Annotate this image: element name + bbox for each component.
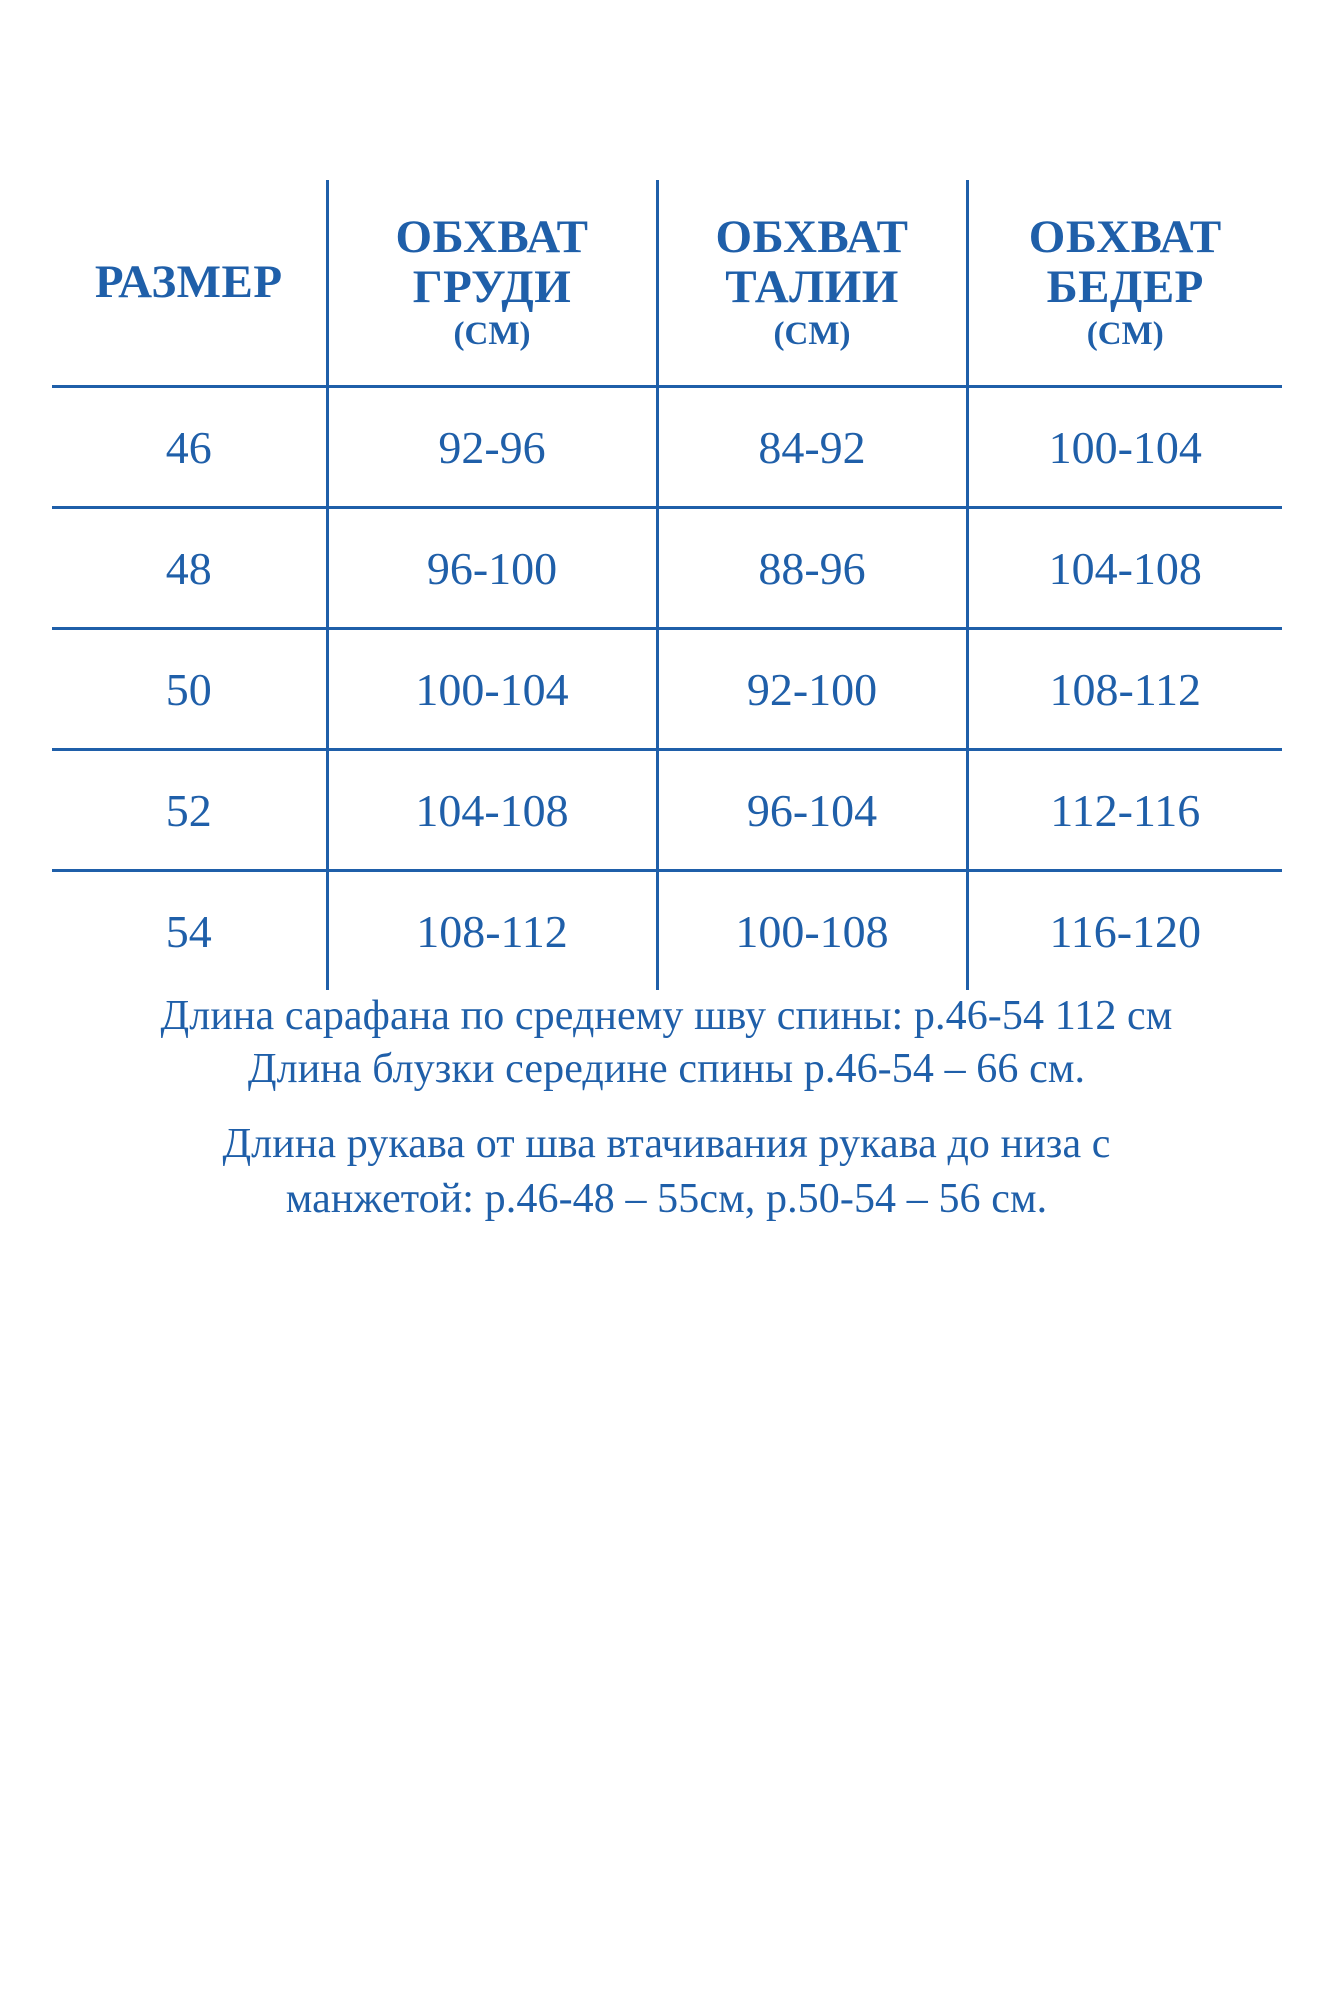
cell-chest: 100-104 bbox=[327, 629, 657, 750]
cell-hips: 104-108 bbox=[967, 508, 1282, 629]
column-header-waist bbox=[657, 180, 967, 387]
note-sleeve-length-line1: Длина рукава от шва втачивания рукава до низа с bbox=[222, 1120, 1111, 1167]
cell-size: 52 bbox=[52, 750, 327, 871]
cell-chest: 92-96 bbox=[327, 387, 657, 508]
measurement-notes bbox=[0, 990, 1333, 1226]
column-header-waist-unit: (СМ) bbox=[773, 315, 851, 352]
cell-waist: 88-96 bbox=[657, 508, 967, 629]
cell-waist: 84-92 bbox=[657, 387, 967, 508]
cell-hips: 108-112 bbox=[967, 629, 1282, 750]
column-header-waist-label: ОБХВАТ ТАЛИИ bbox=[715, 211, 909, 314]
table-row bbox=[52, 750, 1282, 871]
table-header bbox=[52, 180, 1282, 387]
cell-waist: 92-100 bbox=[657, 629, 967, 750]
column-header-chest bbox=[327, 180, 657, 387]
column-header-hips-label: ОБХВАТ БЕДЕР bbox=[1028, 211, 1222, 314]
size-chart-table bbox=[52, 180, 1282, 990]
table-row bbox=[52, 387, 1282, 508]
table-row bbox=[52, 508, 1282, 629]
note-dress-length: Длина сарафана по среднему шву спины: р.46-54 112 см bbox=[160, 993, 1173, 1039]
table-header-row bbox=[52, 180, 1282, 387]
table-row bbox=[52, 629, 1282, 750]
cell-hips: 112-116 bbox=[967, 750, 1282, 871]
column-header-chest-unit: (СМ) bbox=[453, 315, 531, 352]
table-row bbox=[52, 871, 1282, 991]
cell-chest: 96-100 bbox=[327, 508, 657, 629]
note-blouse-length: Длина блузки середине спины р.46-54 – 66 см. bbox=[247, 1045, 1086, 1092]
column-header-size bbox=[52, 180, 327, 387]
cell-waist: 96-104 bbox=[657, 750, 967, 871]
cell-hips: 116-120 bbox=[967, 871, 1282, 991]
column-header-chest-label: ОБХВАТ ГРУДИ bbox=[395, 211, 589, 314]
note-sleeve-length-line2: манжетой: р.46-48 – 55см, р.50-54 – 56 см. bbox=[285, 1175, 1048, 1222]
cell-chest: 108-112 bbox=[327, 871, 657, 991]
note-sleeve-length bbox=[0, 1118, 1333, 1226]
cell-size: 46 bbox=[52, 387, 327, 508]
cell-size: 54 bbox=[165, 905, 212, 957]
cell-size: 50 bbox=[52, 629, 327, 750]
cell-waist: 100-108 bbox=[657, 871, 967, 991]
cell-hips: 100-104 bbox=[967, 387, 1282, 508]
cell-chest: 104-108 bbox=[327, 750, 657, 871]
table-body bbox=[52, 387, 1282, 991]
cell-size: 48 bbox=[52, 508, 327, 629]
column-header-size-label: РАЗМЕР bbox=[94, 255, 283, 308]
column-header-hips-unit: (СМ) bbox=[1086, 315, 1164, 352]
column-header-hips bbox=[967, 180, 1282, 387]
